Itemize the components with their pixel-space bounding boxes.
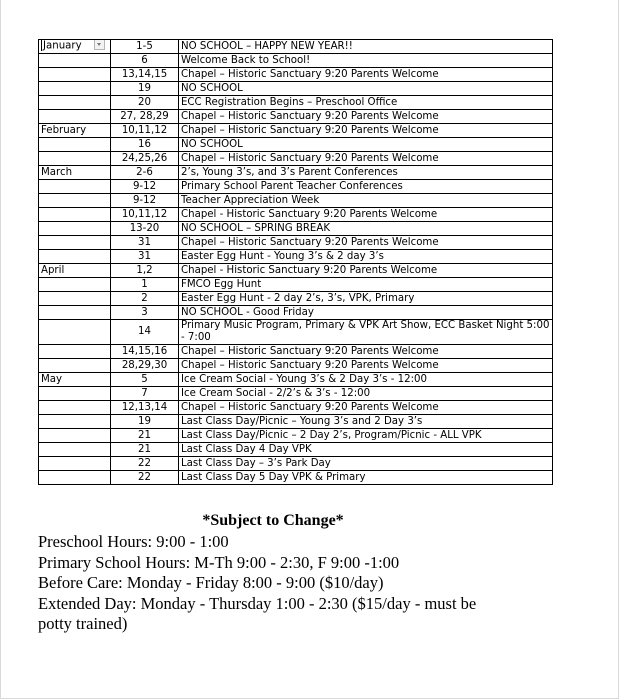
event-cell: Last Class Day 5 Day VPK & Primary	[179, 471, 553, 485]
table-row	[39, 152, 553, 166]
date-cell: 31	[111, 236, 179, 250]
date-cell: 12,13,14	[111, 401, 179, 415]
month-cell	[39, 457, 111, 471]
date-cell: 7	[111, 387, 179, 401]
date-cell: 1,2	[111, 264, 179, 278]
month-cell	[39, 68, 111, 82]
table-row	[39, 415, 553, 429]
month-cell	[39, 373, 111, 387]
before-care: Before Care: Monday - Friday 8:00 - 9:00 ($10/day)	[38, 573, 384, 592]
table-row	[39, 345, 553, 359]
table-row	[39, 278, 553, 292]
event-cell: Primary Music Program, Primary & VPK Art Show, ECC Basket Night 5:00 - 7:00	[179, 320, 553, 345]
table-row	[39, 236, 553, 250]
date-cell: 13,14,15	[111, 68, 179, 82]
table-row	[39, 387, 553, 401]
month-cell	[39, 180, 111, 194]
table-row	[39, 222, 553, 236]
date-cell: 14,15,16	[111, 345, 179, 359]
month-cell	[39, 471, 111, 485]
event-cell: Chapel – Historic Sanctuary 9:20 Parents Welcome	[179, 152, 553, 166]
event-cell: 2’s, Young 3’s, and 3’s Parent Conferences	[179, 166, 553, 180]
event-cell: NO SCHOOL - Good Friday	[179, 306, 553, 320]
date-cell: 22	[111, 471, 179, 485]
date-cell: 1	[111, 278, 179, 292]
month-cell	[39, 292, 111, 306]
date-cell: 5	[111, 373, 179, 387]
date-cell: 21	[111, 443, 179, 457]
schedule-table	[38, 39, 553, 485]
table-row	[39, 194, 553, 208]
date-cell: 13-20	[111, 222, 179, 236]
month-cell	[39, 152, 111, 166]
event-cell: Chapel – Historic Sanctuary 9:20 Parents Welcome	[179, 124, 553, 138]
date-cell: 2-6	[111, 166, 179, 180]
month-cell	[39, 54, 111, 68]
preschool-hours: Preschool Hours: 9:00 - 1:00	[38, 532, 229, 551]
event-cell: Last Class Day – 3’s Park Day	[179, 457, 553, 471]
primary-school-hours: Primary School Hours: M-Th 9:00 - 2:30, F 9:00 -1:00	[38, 552, 400, 572]
month-cell	[39, 96, 111, 110]
event-cell: Ice Cream Social - 2/2’s & 3’s - 12:00	[179, 387, 553, 401]
month-cell	[39, 443, 111, 457]
month-cell	[39, 110, 111, 124]
date-cell: 31	[111, 250, 179, 264]
month-cell	[39, 124, 111, 138]
event-cell: Primary School Parent Teacher Conferences	[179, 180, 553, 194]
month-cell	[39, 264, 111, 278]
event-cell: Easter Egg Hunt - Young 3’s & 2 day 3’s	[179, 250, 553, 264]
table-row	[39, 82, 553, 96]
event-cell: Chapel – Historic Sanctuary 9:20 Parents Welcome	[179, 68, 553, 82]
table-row	[39, 96, 553, 110]
event-cell: Chapel - Historic Sanctuary 9:20 Parents Welcome	[179, 208, 553, 222]
table-row	[39, 40, 553, 54]
event-cell: NO SCHOOL	[179, 138, 553, 152]
table-row	[39, 68, 553, 82]
event-cell: Welcome Back to School!	[179, 54, 553, 68]
month-cell	[39, 82, 111, 96]
month-label: May	[41, 373, 63, 385]
event-cell: Last Class Day 4 Day VPK	[179, 443, 553, 457]
footer	[38, 510, 508, 635]
event-cell: NO SCHOOL – SPRING BREAK	[179, 222, 553, 236]
table-row	[39, 306, 553, 320]
date-cell: 1-5	[111, 40, 179, 54]
month-cell	[39, 401, 111, 415]
event-cell: NO SCHOOL	[179, 82, 553, 96]
date-cell: 20	[111, 96, 179, 110]
event-cell: Last Class Day/Picnic – 2 Day 2’s, Program/Picnic - ALL VPK	[179, 429, 553, 443]
month-label: April	[41, 264, 65, 276]
schedule-body	[39, 40, 553, 485]
event-cell: FMCO Egg Hunt	[179, 278, 553, 292]
event-cell: Easter Egg Hunt - 2 day 2’s, 3’s, VPK, Primary	[179, 292, 553, 306]
month-cell	[39, 345, 111, 359]
table-row	[39, 166, 553, 180]
event-cell: Last Class Day/Picnic – Young 3’s and 2 Day 3’s	[179, 415, 553, 429]
date-cell: 24,25,26	[111, 152, 179, 166]
table-row	[39, 443, 553, 457]
date-cell: 10,11,12	[111, 208, 179, 222]
table-row	[39, 124, 553, 138]
event-cell: Ice Cream Social - Young 3’s & 2 Day 3’s - 12:00	[179, 373, 553, 387]
month-cell	[39, 222, 111, 236]
date-cell: 10,11,12	[111, 124, 179, 138]
date-cell: 9-12	[111, 194, 179, 208]
month-cell	[39, 138, 111, 152]
table-row	[39, 180, 553, 194]
extended-day: Extended Day: Monday - Thursday 1:00 - 2:30 ($15/day - must be potty trained)	[38, 593, 477, 633]
event-cell: ECC Registration Begins – Preschool Office	[179, 96, 553, 110]
table-row	[39, 457, 553, 471]
event-cell: Chapel - Historic Sanctuary 9:20 Parents Welcome	[179, 264, 553, 278]
month-cell	[39, 359, 111, 373]
month-label: January	[43, 40, 82, 52]
date-cell: 2	[111, 292, 179, 306]
text-cursor	[41, 40, 42, 51]
dropdown-arrow-icon[interactable]	[94, 40, 105, 51]
date-cell: 19	[111, 415, 179, 429]
date-cell: 6	[111, 54, 179, 68]
event-cell: Chapel – Historic Sanctuary 9:20 Parents Welcome	[179, 401, 553, 415]
table-row	[39, 110, 553, 124]
month-cell	[39, 387, 111, 401]
date-cell: 21	[111, 429, 179, 443]
month-cell	[39, 278, 111, 292]
table-row	[39, 320, 553, 345]
table-row	[39, 292, 553, 306]
event-cell: NO SCHOOL – HAPPY NEW YEAR!!	[179, 40, 553, 54]
event-cell: Chapel – Historic Sanctuary 9:20 Parents Welcome	[179, 359, 553, 373]
date-cell: 16	[111, 138, 179, 152]
table-row	[39, 54, 553, 68]
table-row	[39, 373, 553, 387]
month-cell	[39, 306, 111, 320]
month-label: March	[41, 166, 73, 178]
date-cell: 3	[111, 306, 179, 320]
table-row	[39, 264, 553, 278]
table-row	[39, 359, 553, 373]
month-cell	[39, 429, 111, 443]
month-cell	[39, 320, 111, 345]
date-cell: 14	[111, 320, 179, 345]
table-row	[39, 250, 553, 264]
subject-to-change-note: *Subject to Change*	[202, 512, 344, 529]
event-cell: Chapel – Historic Sanctuary 9:20 Parents Welcome	[179, 236, 553, 250]
table-row	[39, 471, 553, 485]
month-cell	[39, 166, 111, 180]
event-cell: Chapel – Historic Sanctuary 9:20 Parents Welcome	[179, 345, 553, 359]
month-cell	[39, 236, 111, 250]
table-row	[39, 208, 553, 222]
month-cell[interactable]	[39, 40, 111, 54]
date-cell: 9-12	[111, 180, 179, 194]
date-cell: 19	[111, 82, 179, 96]
date-cell: 22	[111, 457, 179, 471]
date-cell: 27, 28,29	[111, 110, 179, 124]
month-label: February	[41, 124, 87, 136]
date-cell: 28,29,30	[111, 359, 179, 373]
month-cell	[39, 194, 111, 208]
table-row	[39, 138, 553, 152]
table-row	[39, 429, 553, 443]
month-cell	[39, 250, 111, 264]
event-cell: Chapel – Historic Sanctuary 9:20 Parents Welcome	[179, 110, 553, 124]
month-cell	[39, 415, 111, 429]
event-cell: Teacher Appreciation Week	[179, 194, 553, 208]
table-row	[39, 401, 553, 415]
month-cell	[39, 208, 111, 222]
